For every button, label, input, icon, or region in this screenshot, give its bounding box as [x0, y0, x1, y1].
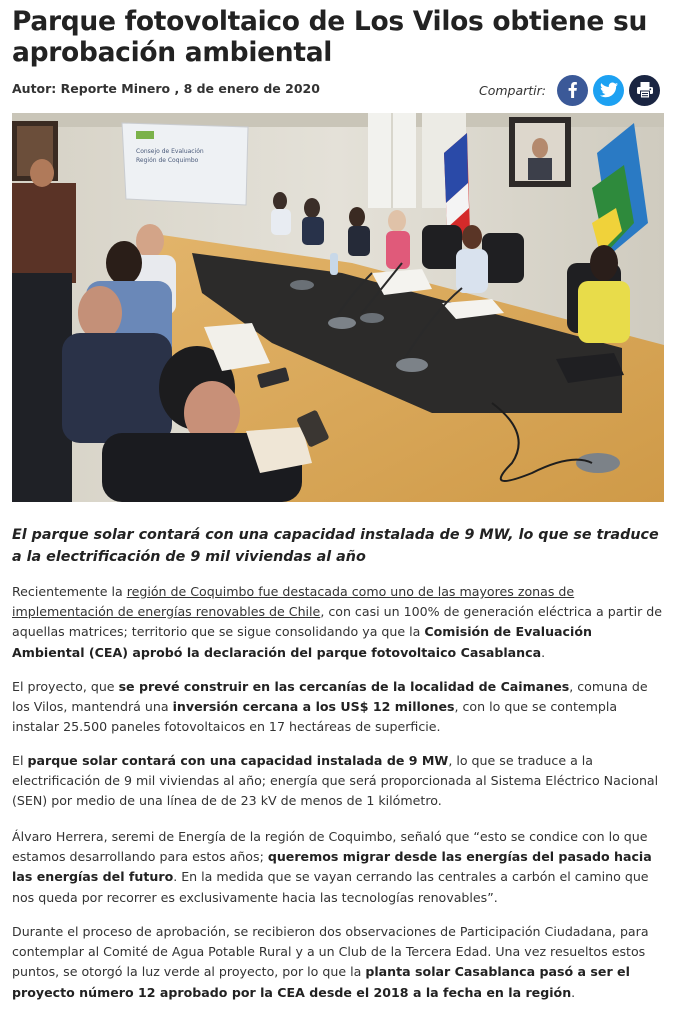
facebook-icon: [565, 82, 581, 98]
paragraph-3: El parque solar contará con una capacidad instalada de 9 MW, lo que se traduce a la electrificación de 9 mil viviendas al año; energía que será proporcionada al Sistema Eléctrico Nacional (SEN) por medio de una línea de de 23 kV de menos de 1 kilómetro.: [12, 753, 659, 809]
twitter-share-button[interactable]: [593, 75, 624, 106]
share-bar: [479, 74, 660, 106]
paragraph-4: Álvaro Herrera, seremi de Energía de la región de Coquimbo, señaló que “esto se condice con lo que estamos desarrollando para estos años; queremos migrar desde las energías del pasado hacia las energías del futuro. En la medida que se vayan cerrando las centrales a carbón el camino que nos queda por recorrer es exclusivamente hacia las tecnologías renovables”.: [12, 829, 652, 905]
projector-screen: [122, 123, 248, 205]
print-icon: [636, 81, 654, 99]
meeting-photo: [12, 113, 664, 502]
facebook-share-button[interactable]: [557, 75, 588, 106]
paragraph-2: El proyecto, que se prevé construir en las cercanías de la localidad de Caimanes, comuna de los Vilos, mantendrá una inversión cercana a los US$ 12 millones, con lo que se contempla instalar 25.500 paneles fotovoltaicos en 17 hectáreas de superficie.: [12, 679, 648, 735]
print-button[interactable]: [629, 75, 660, 106]
slide-text-line-2: Región de Coquimbo: [136, 157, 199, 164]
article-title: Parque fotovoltaico de Los Vilos obtiene su aprobación ambiental: [12, 6, 648, 68]
twitter-icon: [600, 82, 618, 98]
coquimbo-link[interactable]: región de Coquimbo fue destacada como uno de las mayores zonas de implementación de energías renovables de Chile: [12, 584, 575, 620]
article-byline: Autor: Reporte Minero , 8 de enero de 2020: [12, 81, 320, 96]
article-subtitle: El parque solar contará con una capacidad instalada de 9 MW, lo que se traduce a la electrificación de 9 mil viviendas al año: [12, 527, 659, 565]
paragraph-1: Recientemente la región de Coquimbo fue destacada como uno de las mayores zonas de implementación de energías renovables de Chile, con casi un 100% de generación eléctrica a partir de aquellas matrices; territorio que se sigue consolidando ya que la Comisión de Evaluación Ambiental (CEA) aprobó la declaración del parque fotovoltaico Casablanca.: [12, 584, 662, 660]
slide-text-line-1: Consejo de Evaluación: [136, 148, 204, 155]
share-label: Compartir:: [478, 82, 546, 98]
paragraph-5: Durante el proceso de aprobación, se recibieron dos observaciones de Participación Ciudadana, para contemplar al Comité de Agua Potable Rural y a un Club de la Tercera Edad. Una vez resueltos estos puntos, se otorgó la luz verde al proyecto, por lo que la planta solar Casablanca pasó a ser el proyecto número 12 aprobado por la CEA desde el 2018 a la fecha en la región.: [12, 924, 649, 1000]
